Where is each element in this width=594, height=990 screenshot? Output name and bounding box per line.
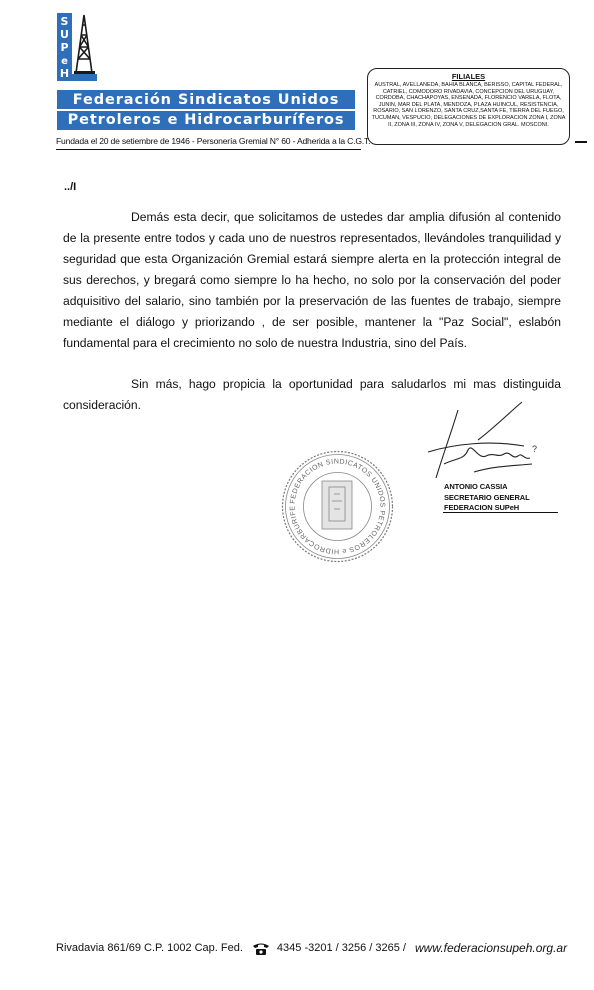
footer bbox=[56, 941, 567, 955]
banner-title-line2: Petroleros e Hidrocarburíferos bbox=[67, 112, 345, 128]
paragraph-2: Sin más, hago propicia la oportunidad para saludarlos mi mas distinguida consideración. bbox=[63, 377, 561, 412]
svg-text:?: ? bbox=[532, 444, 538, 454]
oil-derrick-icon bbox=[72, 13, 97, 81]
logo-letter-h: H bbox=[59, 67, 70, 80]
paragraph-1: Demás esta decir, que solicitamos de ustedes dar amplia difusión al contenido de la presente entre todos y cada uno de nuestros representados, llevándoles tranquilidad y seguridad que esta Organización Gremial estará siempre alerta en la protección integral de sus derechos, y bregará como siempre lo ha hecho, no solo por la conservación del poder adquisitivo del salario, sino también por la preservación de las fuentes de trabajo, siempre mediante el diálogo y priorizando , de ser posible, mantener la "Paz Social", eslabón fundamental para el crecimiento no solo de nuestra Industria, sino del País. bbox=[63, 210, 561, 350]
handwritten-signature bbox=[414, 400, 564, 495]
logo-letter-s: S bbox=[60, 15, 69, 28]
banner-title-line1: Federación Sindicatos Unidos bbox=[72, 92, 340, 108]
seal-text: FEDERACION SINDICATOS UNIDOS PETROLEROS e HIDROCARBURIFE bbox=[289, 458, 386, 555]
header-dash bbox=[575, 141, 587, 143]
footer-website[interactable]: www.federacionsupeh.org.ar bbox=[414, 941, 568, 955]
signature-rule bbox=[443, 512, 558, 513]
supeh-logo bbox=[57, 13, 97, 81]
footer-phones: 4345 -3201 / 3256 / 3265 / bbox=[276, 942, 406, 954]
footer-address: Rivadavia 861/69 C.P. 1002 Cap. Fed. bbox=[56, 942, 243, 954]
logo-letter-u: U bbox=[60, 28, 69, 41]
founded-line: Fundada el 20 de setiembre de 1946 - Personería Gremial N° 60 - Adherida a la C.G.T. bbox=[56, 136, 371, 146]
logo-letter-e: e bbox=[61, 56, 68, 67]
federation-banner bbox=[57, 90, 355, 130]
telephone-icon bbox=[252, 942, 270, 955]
header-rule bbox=[56, 149, 361, 150]
signer-block bbox=[444, 482, 530, 514]
signer-name: ANTONIO CASSIA bbox=[444, 482, 508, 491]
filiales-title: FILIALES bbox=[451, 72, 486, 81]
signer-title: SECRETARIO GENERAL bbox=[444, 492, 530, 502]
filiales-box bbox=[367, 68, 570, 145]
union-seal-stamp bbox=[279, 449, 396, 564]
continuation-mark: ../I bbox=[64, 181, 77, 193]
filiales-list: AUSTRAL, AVELLANEDA, BAHIA BLANCA, BERISSO, CAPITAL FEDERAL, CATRIEL, COMODORO RIVADAVIA, CONCEPCION DEL URUGUAY, CORDOBA, CHACHAPOYAS, ENSENADA, FLORENCIO VARELA, FLOTA, JUNIN, MAR DEL PLATA, MENDOZA, PLAZA HUINCUL, RESISTENCIA, ROSARIO, SAN LORENZO, SANTA CRUZ,SANTA FE, TIERRA DEL FUEGO, TUCUMAN, VESPUCIO, DELEGACIONES DE EXPLORACION ZONA I, ZONA II, ZONA III, ZONA IV, ZONA V, DELEGACION GRAL. MOSCONI. bbox=[371, 82, 566, 128]
signer-org: FEDERACION SUPeH bbox=[444, 503, 520, 512]
logo-letter-p: P bbox=[60, 41, 69, 54]
